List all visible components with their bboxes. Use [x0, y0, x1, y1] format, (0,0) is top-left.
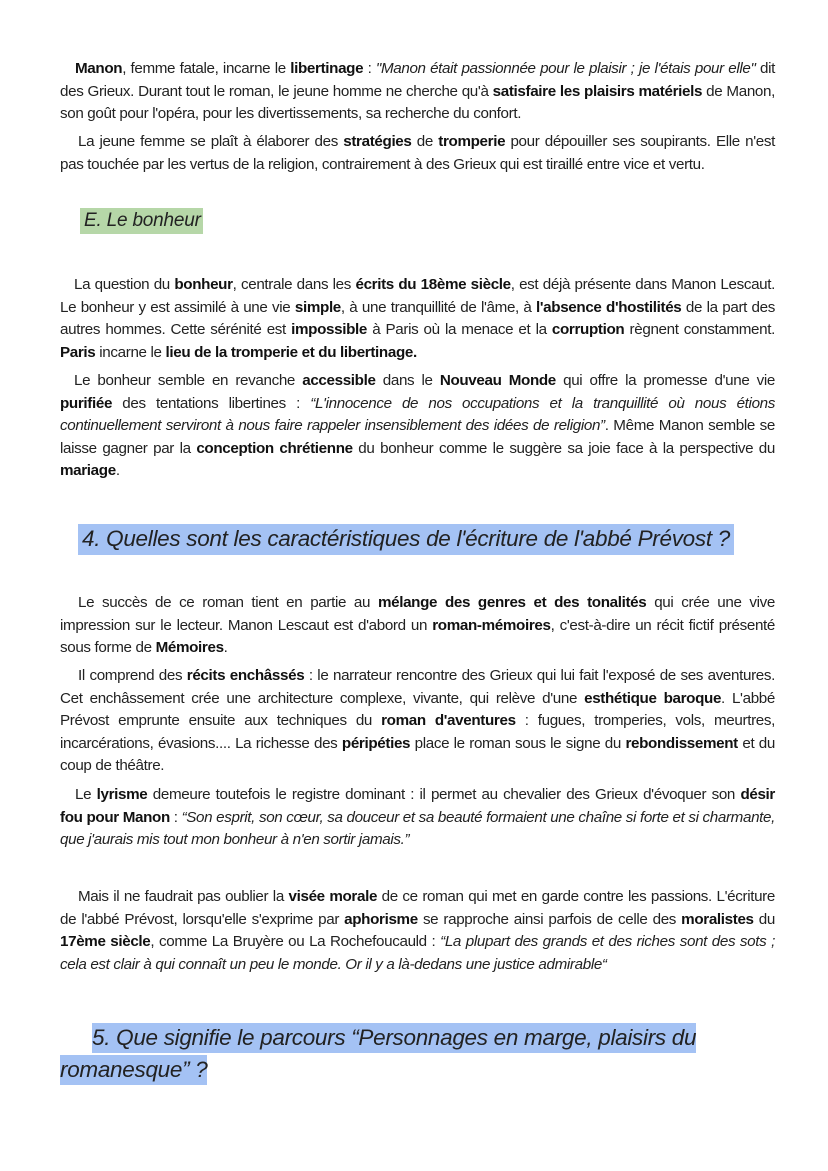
paragraph-visee-morale: Mais il ne faudrait pas oublier la visée morale de ce roman qui met en garde contre les passions. L'écriture de l'abbé Prévost, lorsqu'elle s'exprime par aphorisme se rapproche ainsi parfois de celle des moralistes du 17ème siècle, comme La Bruyère ou La Rochefoucauld : “La plupart des grands et des riches sont des sots ; cela est clair à qui connaît un peu le monde. Or il y a là-dedans une justice admirable“: [60, 888, 775, 973]
section-heading-ecriture-abbe-prevost: 4. Quelles sont les caractéristiques de l'écriture de l'abbé Prévost ?: [78, 526, 734, 552]
paragraph-strategies-tromperie: La jeune femme se plaît à élaborer des stratégies de tromperie pour dépouiller ses soupirants. Elle n'est pas touchée par les vertus de la religion, contrairement à des Grieux qui est tiraillé entre vice et vertu.: [60, 133, 775, 173]
paragraph-succes-roman: Le succès de ce roman tient en partie au mélange des genres et des tonalités qui crée une vive impression sur le lecteur. Manon Lescaut est d'abord un roman-mémoires, c'est-à-dire un récit fictif présenté sous forme de Mémoires.: [60, 594, 776, 657]
paragraph-lyrisme: Le lyrisme demeure toutefois le registre dominant : il permet au chevalier des Grieux d'évoquer son désir fou pour Manon : “Son esprit, son cœur, sa douceur et sa beauté formaient une chaîne si forte et si charmante, que j'aurais mis tout mon bonheur à n'en sortir jamais.”: [60, 786, 776, 849]
paragraph-recits-enchasses: Il comprend des récits enchâssés : le narrateur rencontre des Grieux qui lui fait l'exposé de ses aventures. Cet enchâssement crée une architecture complexe, vivante, qui relève d'une esthétique baroque. L'abbé Prévost emprunte ensuite aux techniques du roman d'aventures : fugues, tromperies, vols, meurtres, incarcérations, évasions.... La richesse des péripéties place le roman sous le signe du rebondissement et du coup de théâtre.: [60, 667, 776, 775]
section-heading-personnages-en-marge: 5. Que signifie le parcours “Personnages en marge, plaisirs du romanesque” ?: [60, 1022, 700, 1086]
paragraph-manon-libertinage: Manon, femme fatale, incarne le libertinage : "Manon était passionnée pour le plaisir ; je l'étais pour elle" dit des Grieux. Durant tout le roman, le jeune homme ne cherche qu'à satisfaire les plaisirs matériels de Manon, son goût pour l'opéra, pour les divertissements, sa recherche du confort.: [60, 60, 775, 123]
section-heading-le-bonheur: E. Le bonheur: [80, 210, 203, 232]
paragraph-question-bonheur: La question du bonheur, centrale dans les écrits du 18ème siècle, est déjà présente dans Manon Lescaut. Le bonheur y est assimilé à une vie simple, à une tranquillité de l'âme, à l'absence d'hostilités de la part des autres hommes. Cette sérénité est impossible à Paris où la menace et la corruption règnent constamment. Paris incarne le lieu de la tromperie et du libertinage.: [60, 276, 775, 361]
paragraph-nouveau-monde: Le bonheur semble en revanche accessible dans le Nouveau Monde qui offre la promesse d'une vie purifiée des tentations libertines : “L'innocence de nos occupations et la tranquillité où nous étions continuellement serviront à nous faire rappeler insensiblement des idées de religion”. Même Manon semble se laisse gagner par la conception chrétienne du bonheur comme le suggère sa joie face à la perspective du mariage.: [60, 372, 776, 480]
